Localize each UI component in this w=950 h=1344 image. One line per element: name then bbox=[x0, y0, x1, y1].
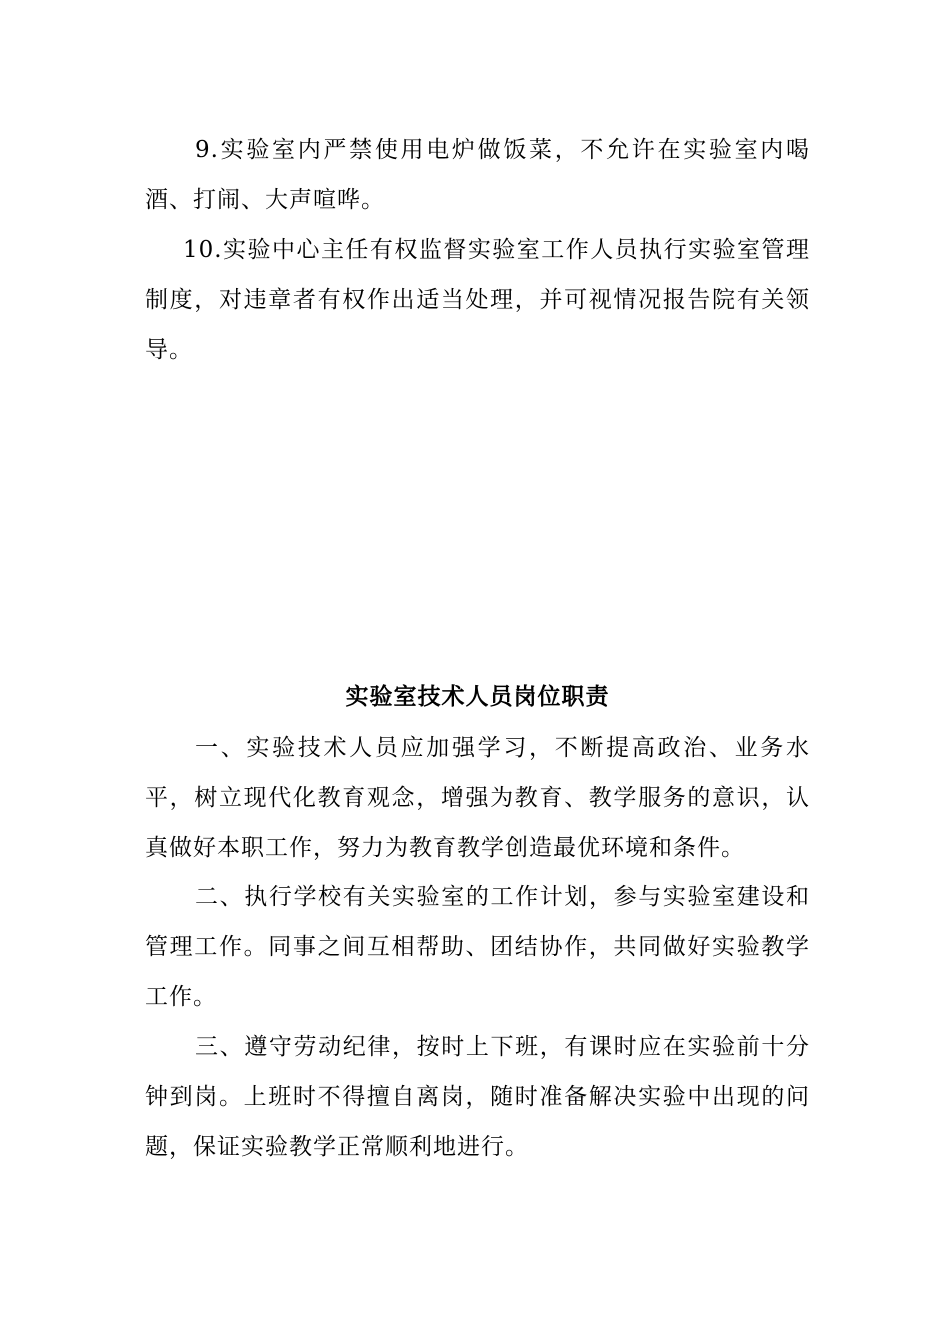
duty-paragraph-3: 三、遵守劳动纪律，按时上下班，有课时应在实验前十分钟到岗。上班时不得擅自离岗，随时准备解决实验中出现的问题，保证实验教学正常顺利地进行。 bbox=[145, 1034, 810, 1160]
duty-paragraph-1: 一、实验技术人员应加强学习，不断提高政治、业务水平，树立现代化教育观念，增强为教育、教学服务的意识，认真做好本职工作，努力为教育教学创造最优环境和条件。 bbox=[145, 735, 810, 861]
duty-paragraph-2: 二、执行学校有关实验室的工作计划，参与实验室建设和管理工作。同事之间互相帮助、团结协作，共同做好实验教学工作。 bbox=[145, 884, 810, 1010]
section-title: 实验室技术人员岗位职责 bbox=[345, 683, 610, 710]
rule-item-10: 10.实验中心主任有权监督实验室工作人员执行实验室管理制度，对违章者有权作出适当处理，并可视情况报告院有关领导。 bbox=[145, 237, 810, 363]
rule-item-9: 9.实验室内严禁使用电炉做饭菜，不允许在实验室内喝酒、打闹、大声喧哗。 bbox=[145, 137, 810, 213]
